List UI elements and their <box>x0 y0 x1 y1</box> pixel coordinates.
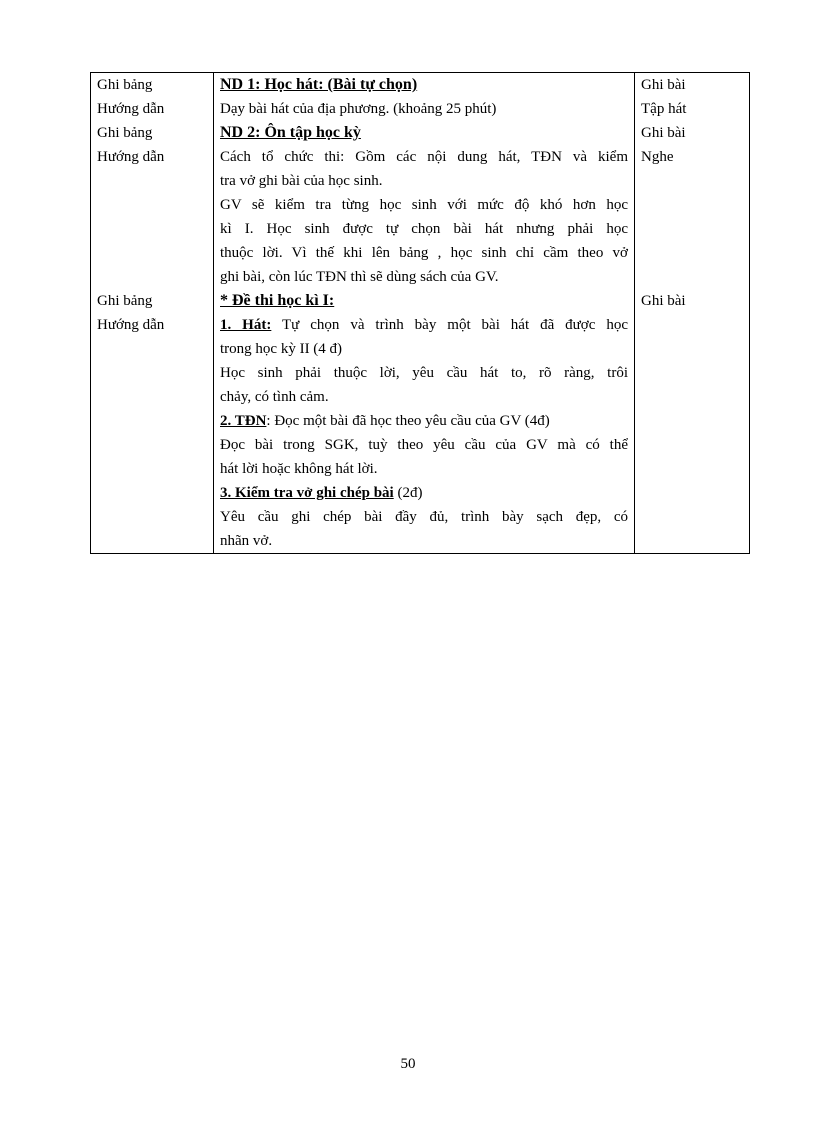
exam-title: * Đề thi học kì I: <box>220 292 335 309</box>
paragraph-line: trong học kỳ II (4 đ) <box>220 341 343 357</box>
paragraph-line: tra vở ghi bài của học sinh. <box>220 173 383 189</box>
right-item: Tập hát <box>641 101 687 117</box>
spacer <box>91 169 213 289</box>
nd1-text: Dạy bài hát của địa phương. (khoảng 25 phút) <box>220 101 497 117</box>
item1-label: 1. Hát: <box>220 317 272 333</box>
paragraph-line: kì I. Học sinh được tự chọn bài hát nhưng phải học <box>220 221 628 237</box>
paragraph-line: ghi bài, còn lúc TĐN thì sẽ dùng sách của GV. <box>220 269 499 285</box>
item3-label: 3. Kiểm tra vở ghi chép bài <box>220 485 394 501</box>
paragraph-line: chảy, có tình cảm. <box>220 389 329 405</box>
paragraph-line: Học sinh phải thuộc lời, yêu cầu hát to, rõ ràng, trôi <box>220 365 628 381</box>
left-item: Hướng dẫn <box>97 101 165 117</box>
table-row <box>91 73 750 554</box>
item2-line <box>214 409 634 433</box>
item3-line <box>214 481 634 505</box>
content-column <box>214 73 635 554</box>
paragraph-line: Đọc bài trong SGK, tuỳ theo yêu cầu của GV mà có thể <box>220 437 628 453</box>
right-item: Nghe <box>641 149 674 165</box>
left-item: Ghi bảng <box>97 77 153 93</box>
left-item: Hướng dẫn <box>97 317 165 333</box>
paragraph-line: GV sẽ kiểm tra từng học sinh với mức độ khó hơn học <box>220 197 628 213</box>
left-item: Hướng dẫn <box>97 149 165 165</box>
lesson-table <box>90 72 750 554</box>
item2-label: 2. TĐN <box>220 413 267 429</box>
right-item: Ghi bài <box>641 77 686 93</box>
paragraph-line: hát lời hoặc không hát lời. <box>220 461 378 477</box>
item2-text: : Đọc một bài đã học theo yêu cầu của GV (4đ) <box>266 413 550 429</box>
left-item: Ghi bảng <box>97 293 153 309</box>
paragraph-line: Cách tổ chức thi: Gồm các nội dung hát, TĐN và kiểm <box>220 149 628 165</box>
nd2-title: ND 2: Ôn tập học kỳ <box>220 124 361 141</box>
item1-text: Tự chọn và trình bày một bài hát đã được học <box>271 317 628 333</box>
right-item: Ghi bài <box>641 293 686 309</box>
nd1-title: ND 1: Học hát: (Bài tự chọn) <box>220 76 418 93</box>
student-column <box>635 73 750 554</box>
paragraph-line: Yêu cầu ghi chép bài đầy đủ, trình bày sạch đẹp, có <box>220 509 628 525</box>
page-number: 50 <box>400 1056 416 1072</box>
item3-text: (2đ) <box>393 485 423 501</box>
paragraph-line: thuộc lời. Vì thế khi lên bảng , học sinh chỉ cầm theo vở <box>220 245 628 261</box>
spacer <box>635 169 749 289</box>
activity-column <box>91 73 214 554</box>
paragraph-line: nhãn vở. <box>220 533 273 549</box>
item1-line <box>214 313 634 337</box>
right-item: Ghi bài <box>641 125 686 141</box>
left-item: Ghi bảng <box>97 125 153 141</box>
